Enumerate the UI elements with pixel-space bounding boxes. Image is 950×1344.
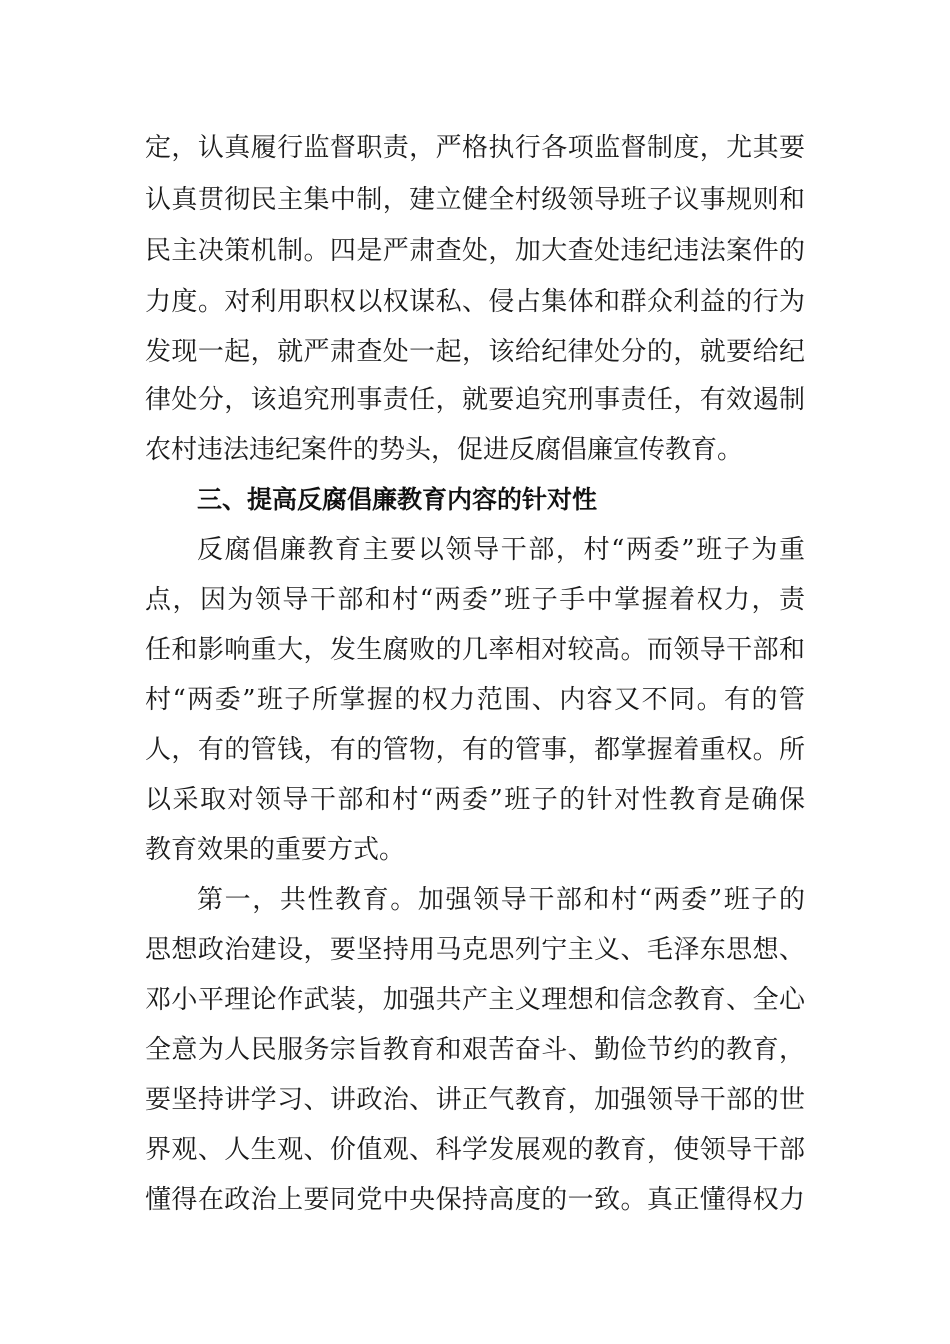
body-text-line: 认真贯彻民主集中制，建立健全村级领导班子议事规则和 bbox=[145, 185, 805, 215]
body-text-line: 任和影响重大，发生腐败的几率相对较高。而领导干部和 bbox=[145, 635, 805, 665]
body-text-line: 力度。对利用职权以权谋私、侵占集体和群众利益的行为 bbox=[145, 287, 805, 317]
body-text-line: 思想政治建设，要坚持用马克思列宁主义、毛泽东思想、 bbox=[145, 935, 805, 965]
body-text-line: 第一，共性教育。加强领导干部和村“两委”班子的 bbox=[197, 885, 805, 915]
body-text-line: 反腐倡廉教育主要以领导干部，村“两委”班子为重 bbox=[197, 535, 805, 565]
body-text-line: 懂得在政治上要同党中央保持高度的一致。真正懂得权力 bbox=[145, 1185, 805, 1215]
body-text-line: 界观、人生观、价值观、科学发展观的教育，使领导干部 bbox=[145, 1135, 805, 1165]
body-text-line: 农村违法违纪案件的势头，促进反腐倡廉宣传教育。 bbox=[145, 435, 744, 465]
body-text-line: 定，认真履行监督职责，严格执行各项监督制度，尤其要 bbox=[145, 133, 805, 163]
body-text-line: 律处分，该追究刑事责任，就要追究刑事责任，有效遏制 bbox=[145, 385, 805, 415]
body-text-line: 邓小平理论作武装，加强共产主义理想和信念教育、全心 bbox=[145, 985, 805, 1015]
body-text-line: 以采取对领导干部和村“两委”班子的针对性教育是确保 bbox=[145, 785, 805, 815]
body-text-line: 全意为人民服务宗旨教育和艰苦奋斗、勤俭节约的教育， bbox=[145, 1035, 805, 1065]
body-text-line: 要坚持讲学习、讲政治、讲正气教育，加强领导干部的世 bbox=[145, 1085, 805, 1115]
section-heading: 三、提高反腐倡廉教育内容的针对性 bbox=[197, 485, 598, 514]
body-text-line: 村“两委”班子所掌握的权力范围、内容又不同。有的管 bbox=[145, 685, 805, 715]
body-text-line: 点，因为领导干部和村“两委”班子手中掌握着权力，责 bbox=[145, 585, 805, 615]
body-text-line: 民主决策机制。四是严肃查处，加大查处违纪违法案件的 bbox=[145, 236, 805, 266]
body-text-line: 教育效果的重要方式。 bbox=[145, 835, 406, 865]
body-text-line: 发现一起，就严肃查处一起，该给纪律处分的，就要给纪 bbox=[145, 337, 805, 367]
body-text-line: 人，有的管钱，有的管物，有的管事，都掌握着重权。所 bbox=[145, 735, 805, 765]
